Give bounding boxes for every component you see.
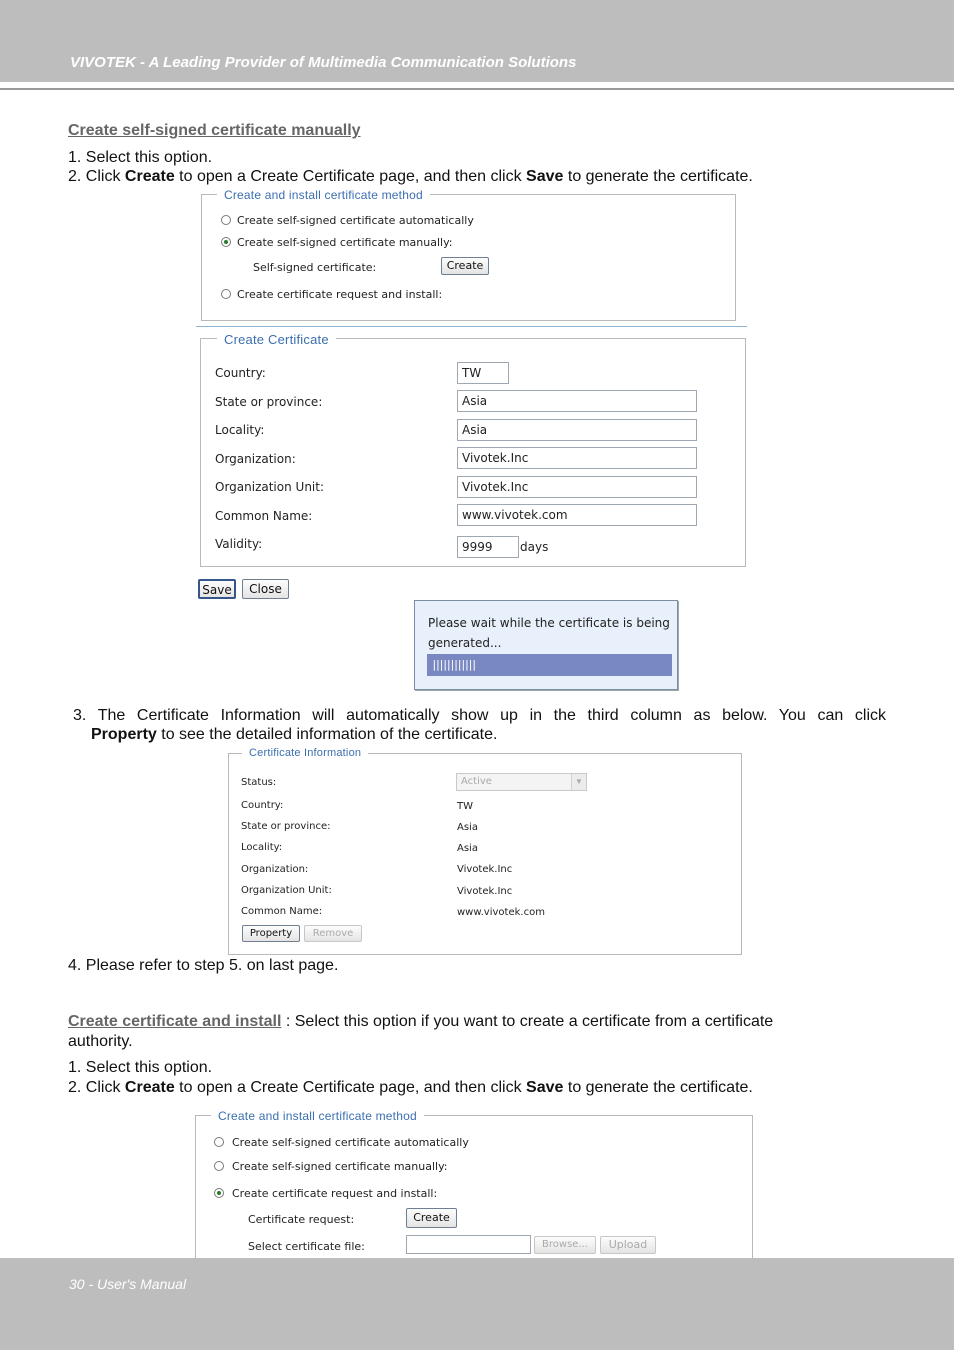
step2-text: 2. Click xyxy=(68,1079,125,1096)
step2-text: to open a Create Certificate page, and then click xyxy=(174,1079,527,1096)
ci-organization-value: Vivotek.Inc xyxy=(457,864,513,875)
days-label: days xyxy=(520,540,549,554)
chevron-down-icon: ▼ xyxy=(571,774,586,790)
status-label: Status: xyxy=(241,777,277,788)
radio-manual-label: Create self-signed certificate manually: xyxy=(237,236,453,249)
section1-step1: 1. Select this option. xyxy=(68,149,213,166)
ci-locality-label: Locality: xyxy=(241,842,283,853)
step2-save-bold: Save xyxy=(526,168,564,185)
validity-input[interactable]: 9999 xyxy=(457,536,519,558)
step2-create-bold: Create xyxy=(124,1079,175,1096)
radio-manual-2-label: Create self-signed certificate manually: xyxy=(232,1160,448,1173)
upload-button[interactable]: Upload xyxy=(600,1236,656,1254)
property-button[interactable]: Property xyxy=(242,925,300,942)
validity-label: Validity: xyxy=(215,537,263,551)
ci-country-label: Country: xyxy=(241,800,284,811)
create-request-button[interactable]: Create xyxy=(406,1208,457,1228)
step3-property-bold: Property xyxy=(91,726,157,743)
section-title-manual: Create self-signed certificate manually xyxy=(68,122,361,139)
select-file-label: Select certificate file: xyxy=(248,1240,365,1253)
organization-unit-input[interactable]: Vivotek.Inc xyxy=(457,476,697,498)
organization-unit-label: Organization Unit: xyxy=(215,480,325,494)
ci-state-value: Asia xyxy=(457,822,478,833)
common-name-input[interactable]: www.vivotek.com xyxy=(457,504,697,526)
certificate-file-input[interactable] xyxy=(406,1235,531,1254)
step4: 4. Please refer to step 5. on last page. xyxy=(68,957,339,974)
state-label: State or province: xyxy=(215,395,323,409)
close-button[interactable]: Close xyxy=(242,579,289,599)
step2-text: to open a Create Certificate page, and then click xyxy=(174,168,527,185)
method-panel-2-legend: Create and install certificate method xyxy=(211,1109,424,1123)
radio-auto[interactable] xyxy=(221,215,231,225)
step2-text: 2. Click xyxy=(68,168,125,185)
ci-common-name-value: www.vivotek.com xyxy=(457,907,545,918)
locality-input[interactable]: Asia xyxy=(457,419,697,441)
browse-button[interactable]: Browse... xyxy=(534,1236,596,1254)
step2-text: to generate the certificate. xyxy=(563,168,753,185)
radio-request-2-label: Create certificate request and install: xyxy=(232,1187,438,1200)
radio-auto-2-label: Create self-signed certificate automatically xyxy=(232,1136,469,1149)
step2-create-bold: Create xyxy=(124,168,175,185)
organization-input[interactable]: Vivotek.Inc xyxy=(457,447,697,469)
save-button[interactable]: Save xyxy=(198,579,236,599)
locality-label: Locality: xyxy=(215,423,265,437)
radio-request-2[interactable] xyxy=(214,1188,224,1198)
page-footer xyxy=(0,1258,954,1350)
radio-request-label: Create certificate request and install: xyxy=(237,288,443,301)
section2-step1: 1. Select this option. xyxy=(68,1059,213,1076)
remove-button[interactable]: Remove xyxy=(304,925,362,942)
step2-text: to generate the certificate. xyxy=(563,1079,753,1096)
wait-message-line2: generated... xyxy=(428,636,502,650)
self-signed-label: Self-signed certificate: xyxy=(253,261,377,274)
footer-page-number: 30 - User's Manual xyxy=(69,1276,187,1292)
radio-auto-2[interactable] xyxy=(214,1137,224,1147)
radio-manual-2[interactable] xyxy=(214,1161,224,1171)
section-title-install: Create certificate and install xyxy=(68,1013,282,1030)
create-button[interactable]: Create xyxy=(441,257,489,275)
section2-intro xyxy=(68,1013,773,1031)
step3-line2 xyxy=(91,726,497,744)
header-title: VIVOTEK - A Leading Provider of Multimedia Communication Solutions xyxy=(70,54,577,71)
progress-glyphs: |||||||||||| xyxy=(431,658,475,671)
section1-step2 xyxy=(68,168,753,186)
ci-country-value: TW xyxy=(457,801,473,812)
ci-organization-label: Organization: xyxy=(241,864,309,875)
country-label: Country: xyxy=(215,366,266,380)
status-select[interactable] xyxy=(456,773,587,791)
ci-organization-unit-label: Organization Unit: xyxy=(241,885,332,896)
radio-manual[interactable] xyxy=(221,237,231,247)
common-name-label: Common Name: xyxy=(215,509,313,523)
certificate-info-legend: Certificate Information xyxy=(242,747,368,759)
ci-organization-unit-value: Vivotek.Inc xyxy=(457,886,513,897)
wait-message-line1: Please wait while the certificate is being xyxy=(428,616,670,630)
header-divider xyxy=(0,88,954,90)
method-panel-1-legend: Create and install certificate method xyxy=(217,188,430,202)
section2-step2 xyxy=(68,1079,753,1097)
ci-locality-value: Asia xyxy=(457,843,478,854)
step2-save-bold: Save xyxy=(526,1079,564,1096)
ci-state-label: State or province: xyxy=(241,821,331,832)
create-certificate-legend: Create Certificate xyxy=(217,332,336,347)
status-value: Active xyxy=(461,776,492,787)
step3-line1: 3. The Certificate Information will automatically show up in the third column as below. You can click xyxy=(73,707,886,724)
ci-common-name-label: Common Name: xyxy=(241,906,323,917)
country-input[interactable]: TW xyxy=(457,362,509,384)
organization-label: Organization: xyxy=(215,452,296,466)
panel-divider xyxy=(196,326,747,327)
radio-auto-label: Create self-signed certificate automatically xyxy=(237,214,474,227)
section2-desc-line2: authority. xyxy=(68,1033,133,1050)
certificate-request-label: Certificate request: xyxy=(248,1213,355,1226)
radio-request[interactable] xyxy=(221,289,231,299)
step3-text: to see the detailed information of the certificate. xyxy=(156,726,498,743)
state-input[interactable]: Asia xyxy=(457,390,697,412)
section2-desc: : Select this option if you want to create a certificate from a certificate xyxy=(281,1013,774,1030)
